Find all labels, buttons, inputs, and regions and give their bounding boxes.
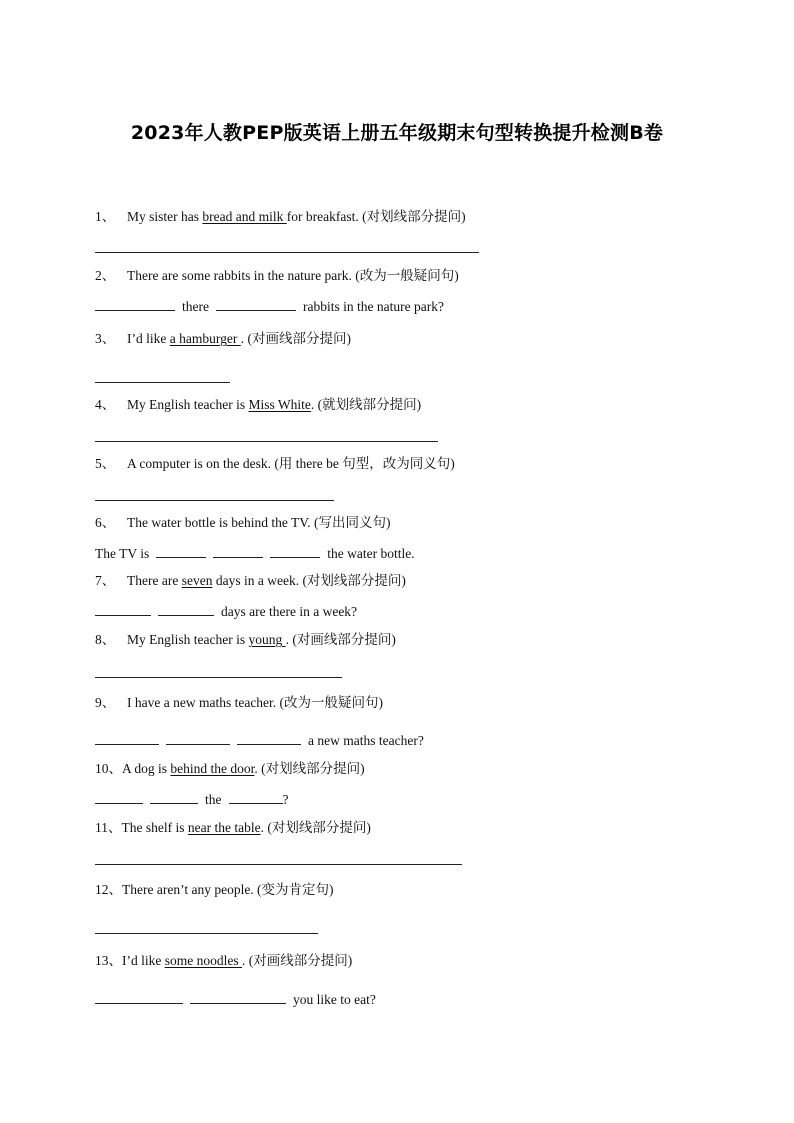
question-4: 4、 My English teacher is Miss White. (就划线部分提问) (95, 397, 422, 412)
answer-blank[interactable] (150, 790, 198, 804)
question-2: 2、 There are some rabbits in the nature park. (改为一般疑问句) (95, 268, 459, 283)
answer-row-2: there rabbits in the nature park? (95, 297, 444, 316)
question-13: 13、I’d like some noodles . (对画线部分提问) (95, 953, 353, 968)
answer-blank[interactable] (166, 731, 230, 745)
answer-blank[interactable] (216, 297, 296, 311)
underlined-phrase: a hamburger (169, 331, 241, 346)
answer-blank[interactable] (237, 731, 301, 745)
answer-blank[interactable] (190, 990, 286, 1004)
underlined-phrase: Miss White (248, 397, 311, 412)
answer-row-6: The TV is the water bottle. (95, 546, 415, 561)
question-1: 1、 My sister has bread and milk for breakfast. (对划线部分提问) (95, 209, 466, 224)
answer-row-10: the ? (95, 790, 289, 809)
worksheet-title: 2023年人教PEP版英语上册五年级期末句型转换提升检测B卷 (130, 122, 664, 144)
question-8: 8、 My English teacher is young . (对画线部分提问) (95, 632, 396, 647)
question-9: 9、 I have a new maths teacher. (改为一般疑问句) (95, 695, 384, 710)
answer-blank[interactable] (95, 790, 143, 804)
answer-blank[interactable] (156, 544, 206, 558)
answer-blank[interactable] (229, 790, 283, 804)
answer-blank[interactable] (213, 544, 263, 558)
underlined-phrase: behind the door (170, 761, 255, 776)
question-11: 11、The shelf is near the table. (对划线部分提问) (95, 820, 371, 835)
underlined-phrase: some noodles (164, 953, 242, 968)
answer-blank[interactable] (270, 544, 320, 558)
underlined-phrase: young (248, 632, 286, 647)
answer-line-3[interactable] (95, 382, 230, 383)
answer-row-7: days are there in a week? (95, 602, 357, 621)
answer-line-11[interactable] (95, 864, 462, 865)
answer-row-13: you like to eat? (95, 990, 376, 1009)
answer-blank[interactable] (95, 990, 183, 1004)
underlined-phrase: near the table (187, 820, 261, 835)
underlined-phrase: seven (181, 573, 213, 588)
underlined-phrase: bread and milk (202, 209, 287, 224)
answer-line-4[interactable] (95, 441, 438, 442)
question-10: 10、A dog is behind the door. (对划线部分提问) (95, 761, 365, 776)
question-3: 3、 I’d like a hamburger . (对画线部分提问) (95, 331, 351, 346)
answer-blank[interactable] (95, 297, 175, 311)
answer-line-1[interactable] (95, 252, 479, 253)
question-5: 5、 A computer is on the desk. (用 there be 句型，改为同义句) (95, 456, 455, 471)
answer-blank[interactable] (95, 602, 151, 616)
question-7: 7、 There are seven days in a week. (对划线部分提问) (95, 573, 406, 588)
question-12: 12、There aren’t any people. (变为肯定句) (95, 882, 334, 897)
question-6: 6、 The water bottle is behind the TV. (写出同义句) (95, 515, 391, 530)
answer-line-8[interactable] (95, 677, 342, 678)
answer-blank[interactable] (95, 731, 159, 745)
answer-row-9: a new maths teacher? (95, 731, 424, 750)
answer-blank[interactable] (158, 602, 214, 616)
answer-line-12[interactable] (95, 933, 318, 934)
answer-line-5[interactable] (95, 500, 334, 501)
